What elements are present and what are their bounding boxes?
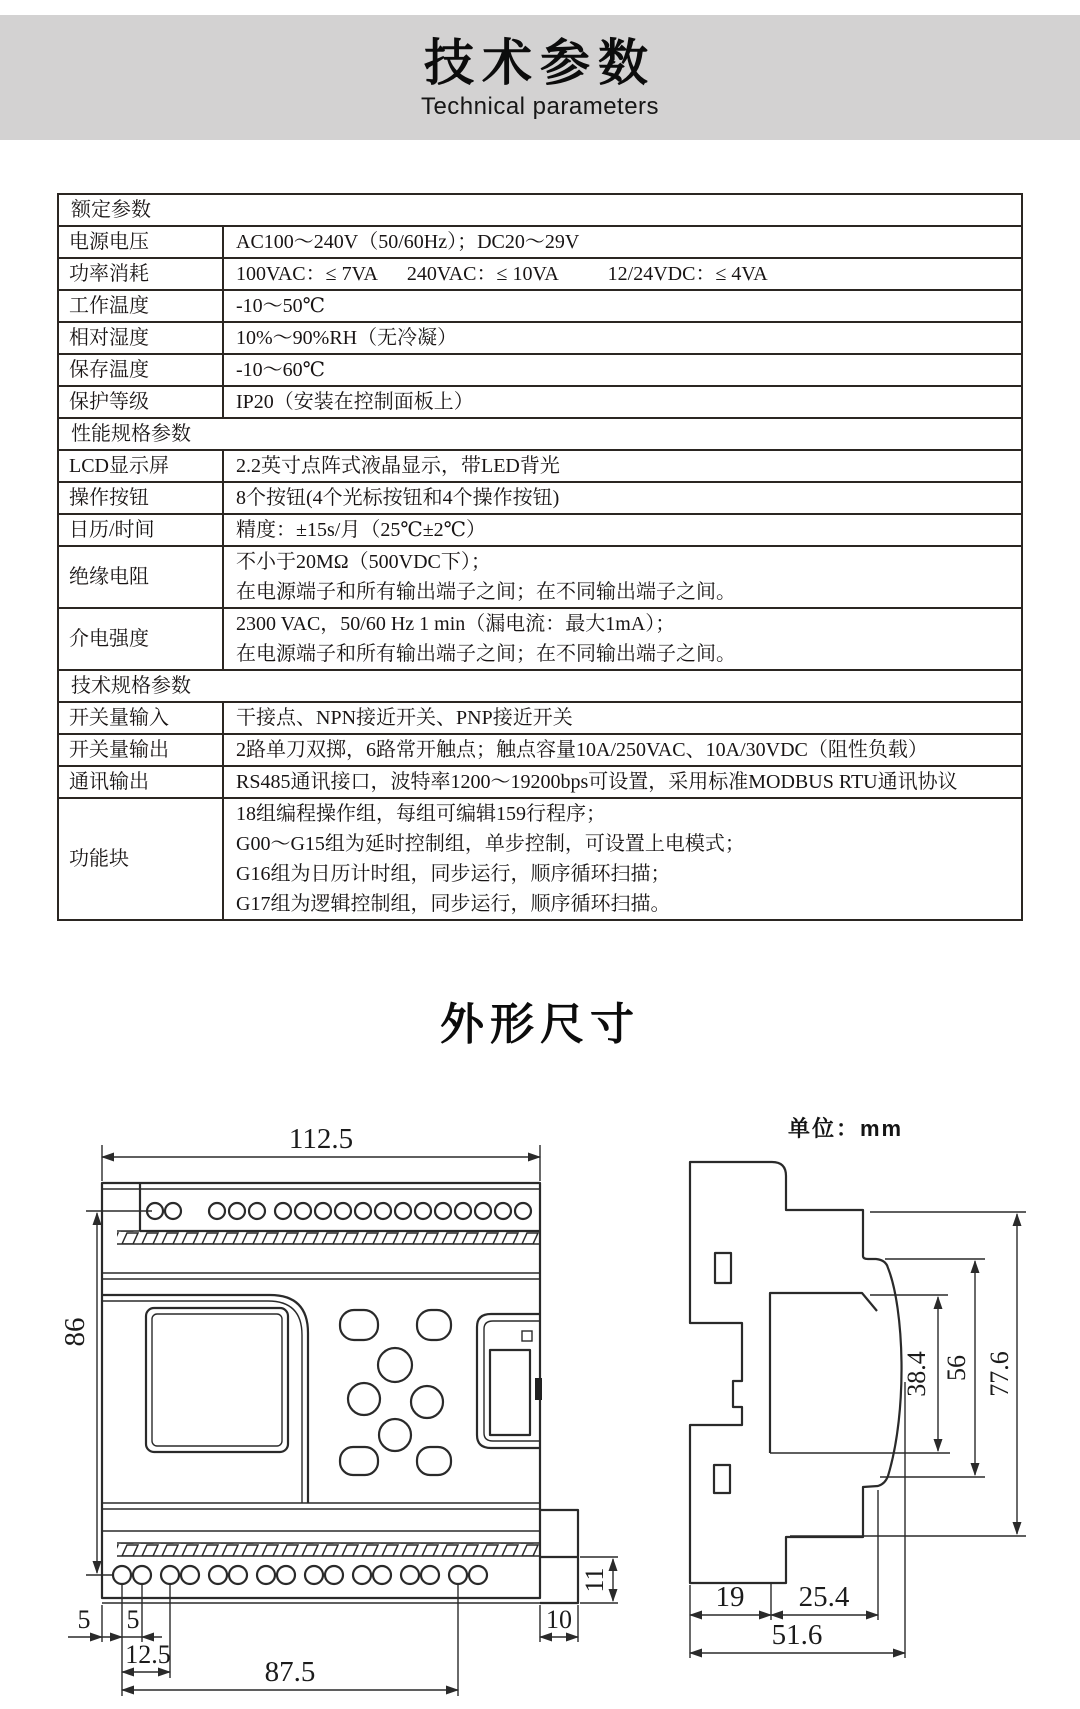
- header-band: [0, 15, 1080, 140]
- dim-terminal-span: 87.5: [264, 1656, 316, 1688]
- spec-row: [58, 546, 1022, 608]
- spec-section-row: [58, 194, 1022, 226]
- spec-value-line: 在电源端子和所有输出端子之间；在不同输出端子之间。: [236, 581, 736, 603]
- spec-label: 开关量输出: [58, 734, 223, 766]
- spec-label: 日历/时间: [58, 514, 223, 546]
- unit-label: 单位：mm: [788, 1116, 904, 1141]
- spec-row: [58, 258, 1022, 290]
- spec-label: 开关量输入: [58, 702, 223, 734]
- spec-value: IP20（安装在控制面板上）: [223, 386, 1022, 418]
- spec-value: 2路单刀双掷，6路常开触点；触点容量10A/250VAC、10A/30VDC（阻性负载）: [223, 734, 1022, 766]
- spec-value: -10～60℃: [223, 354, 1022, 386]
- side-inner-bay: [770, 1293, 877, 1453]
- lcd-display: [102, 1295, 308, 1503]
- dim-base-a: 19: [715, 1581, 745, 1613]
- dim-side-inner-depth: [902, 1297, 938, 1451]
- dim-pitch-a: 5: [77, 1605, 91, 1634]
- spec-row: [58, 514, 1022, 546]
- spec-section-label: 额定参数: [58, 194, 1022, 226]
- spec-label: 功能块: [58, 798, 223, 920]
- dim-base-total: 51.6: [771, 1619, 823, 1651]
- spec-label: 介电强度: [58, 608, 223, 670]
- dim-side-base: [690, 1581, 905, 1653]
- spec-row: [58, 450, 1022, 482]
- spec-label: 电源电压: [58, 226, 223, 258]
- spec-label: LCD显示屏: [58, 450, 223, 482]
- connector-compartment: [477, 1314, 542, 1448]
- spec-row: [58, 798, 1022, 920]
- dim-base-b: 25.4: [798, 1581, 850, 1613]
- dim-side-body-depth: [942, 1261, 975, 1475]
- spec-row: [58, 734, 1022, 766]
- spec-label: 绝缘电阻: [58, 546, 223, 608]
- spec-value: [223, 608, 1022, 670]
- spec-table: [57, 193, 1023, 921]
- side-view-drawing: [620, 1050, 1080, 1709]
- dim-front-total-width: [102, 1123, 540, 1181]
- spec-label: 保存温度: [58, 354, 223, 386]
- spec-section-row: [58, 670, 1022, 702]
- spec-value-line: G17组为逻辑控制组，同步运行，顺序循环扫描。: [236, 893, 671, 915]
- spec-value: -10～50℃: [223, 290, 1022, 322]
- spec-row: [58, 290, 1022, 322]
- bottom-right-step: [540, 1510, 578, 1603]
- dim-side-total-depth: [985, 1214, 1017, 1534]
- front-view-drawing: [40, 1050, 640, 1709]
- spec-value: AC100～240V（50/60Hz）；DC20～29V: [223, 226, 1022, 258]
- dim-step-width: 10: [546, 1605, 572, 1634]
- spec-row: [58, 386, 1022, 418]
- spec-label: 工作温度: [58, 290, 223, 322]
- spec-row: [58, 766, 1022, 798]
- spec-value: 精度：±15s/月（25℃±2℃）: [223, 514, 1022, 546]
- top-terminal-row: [147, 1203, 531, 1219]
- spec-row: [58, 482, 1022, 514]
- dim-front-total-height: [59, 1211, 152, 1575]
- spec-value: 2.2英寸点阵式液晶显示，带LED背光: [223, 450, 1022, 482]
- spec-label: 保护等级: [58, 386, 223, 418]
- device-front-outline: [102, 1183, 578, 1603]
- svg-text:112.5: 112.5: [288, 1123, 354, 1155]
- spec-value: 干接点、NPN接近开关、PNP接近开关: [223, 702, 1022, 734]
- spec-row: [58, 702, 1022, 734]
- spec-section-label: 技术规格参数: [58, 670, 1022, 702]
- spec-value-line: G00～G15组为延时控制组，单步控制，可设置上电模式；: [236, 833, 745, 855]
- spec-section-label: 性能规格参数: [58, 418, 1022, 450]
- spec-value-line: 不小于20MΩ（500VDC下）；: [236, 551, 491, 573]
- svg-text:77.6: 77.6: [985, 1351, 1014, 1397]
- spec-label: 功率消耗: [58, 258, 223, 290]
- spec-value: [223, 546, 1022, 608]
- spec-row: [58, 322, 1022, 354]
- spec-value: [223, 798, 1022, 920]
- svg-text:86: 86: [59, 1317, 91, 1347]
- bottom-terminal-row: [113, 1566, 487, 1584]
- spec-label: 操作按钮: [58, 482, 223, 514]
- svg-text:38.4: 38.4: [902, 1351, 931, 1397]
- spec-value: 10%～90%RH（无冷凝）: [223, 322, 1022, 354]
- svg-text:56: 56: [942, 1355, 971, 1381]
- spec-label: 相对湿度: [58, 322, 223, 354]
- vent-strip-bottom: [117, 1543, 540, 1556]
- keypad-buttons: [340, 1310, 451, 1475]
- dim-pitch-c: 12.5: [125, 1640, 171, 1669]
- spec-row: [58, 354, 1022, 386]
- spec-value-line: 2300 VAC，50/60 Hz 1 min（漏电流：最大1mA）；: [236, 613, 676, 635]
- spec-value: 8个按钮(4个光标按钮和4个操作按钮): [223, 482, 1022, 514]
- page-subtitle: Technical parameters: [420, 92, 660, 120]
- spec-value-line: 18组编程操作组，每组可编辑159行程序；: [236, 803, 606, 825]
- spec-value: RS485通讯接口，波特率1200～19200bps可设置，采用标准MODBUS RTU通讯协议: [223, 766, 1022, 798]
- spec-label: 通讯输出: [58, 766, 223, 798]
- spec-row: [58, 226, 1022, 258]
- spec-value-line: G16组为日历计时组，同步运行，顺序循环扫描；: [236, 863, 671, 885]
- page-title: 技术参数: [424, 34, 656, 91]
- spec-value-line: 在电源端子和所有输出端子之间；在不同输出端子之间。: [236, 643, 736, 665]
- device-side-outline: [690, 1162, 902, 1583]
- spec-value: 100VAC：≤ 7VA 240VAC：≤ 10VA 12/24VDC：≤ 4VA: [223, 258, 1022, 290]
- spec-row: [58, 608, 1022, 670]
- din-clip-window-upper: [715, 1253, 731, 1283]
- spec-section-row: [58, 418, 1022, 450]
- dim-step-height: 11: [580, 1567, 609, 1593]
- dim-pitch-b: 5: [126, 1605, 140, 1634]
- vent-strip-top: [117, 1231, 540, 1244]
- din-clip-window-lower: [714, 1465, 730, 1493]
- section-title-dimensions: 外形尺寸: [440, 1000, 640, 1049]
